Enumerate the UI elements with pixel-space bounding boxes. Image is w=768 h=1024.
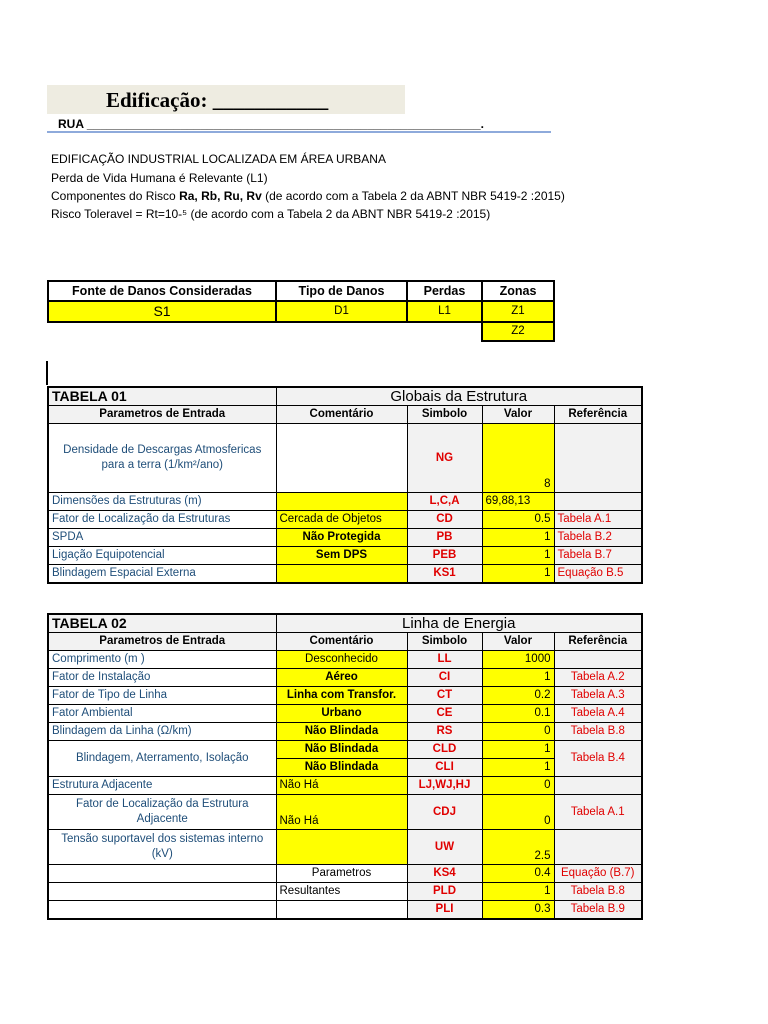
street-field: RUA ___________________________________________________________. [58, 117, 484, 131]
param-dim: Dimensões da Estruturas (m) [48, 493, 276, 511]
comment-cd[interactable]: Cercada de Objetos [276, 511, 407, 529]
ref-cd: Tabela A.1 [554, 511, 642, 529]
intro-line-4: Risco Toleravel = Rt=10-⁵ (de acordo com a Tabela 2 da ABNT NBR 5419-2 :2015) [51, 207, 491, 221]
comment-ng[interactable] [276, 424, 407, 493]
param-peb: Ligação Equipotencial [48, 547, 276, 565]
zona-2-value[interactable]: Z2 [482, 322, 554, 341]
comment-pld: Resultantes [276, 883, 407, 901]
fonte-header: Fonte de Danos Consideradas [48, 281, 276, 301]
value-rs[interactable]: 0 [482, 723, 554, 741]
param-cdj: Fator de Localização da Estrutura Adjacente [48, 795, 276, 830]
empty-cell [407, 322, 482, 341]
left-border-mark [46, 361, 48, 385]
param-rs: Blindagem da Linha (Ω/km) [48, 723, 276, 741]
param-pli [48, 901, 276, 920]
empty-cell [48, 322, 276, 341]
param-pb: SPDA [48, 529, 276, 547]
param-pld [48, 883, 276, 901]
ref-header: Referência [554, 633, 642, 651]
comment-pli [276, 901, 407, 920]
symbol-peb: PEB [407, 547, 482, 565]
value-ks4[interactable]: 0.4 [482, 865, 554, 883]
value-ks1[interactable]: 1 [482, 565, 554, 584]
comment-rs[interactable]: Não Blindada [276, 723, 407, 741]
intro-line-3 [51, 188, 565, 205]
ref-ct: Tabela A.3 [554, 687, 642, 705]
param-ks4 [48, 865, 276, 883]
param-ks1: Blindagem Espacial Externa [48, 565, 276, 584]
ref-ng [554, 424, 642, 493]
tipo-value[interactable]: D1 [276, 301, 407, 322]
value-cld[interactable]: 1 [482, 741, 554, 759]
symbol-ks4: KS4 [407, 865, 482, 883]
param-header: Parametros de Entrada [48, 633, 276, 651]
comment-ks1[interactable] [276, 565, 407, 584]
symbol-ng: NG [407, 424, 482, 493]
comment-uw[interactable] [276, 830, 407, 865]
ref-pld: Tabela B.8 [554, 883, 642, 901]
ref-ks4: Equação (B.7) [554, 865, 642, 883]
value-ci[interactable]: 1 [482, 669, 554, 687]
comment-header: Comentário [276, 633, 407, 651]
tabela-02-title: Linha de Energia [276, 614, 642, 633]
symbol-header: Simbolo [407, 633, 482, 651]
value-pb[interactable]: 1 [482, 529, 554, 547]
value-adj[interactable]: 0 [482, 777, 554, 795]
symbol-ks1: KS1 [407, 565, 482, 584]
comment-ks4: Parametros [276, 865, 407, 883]
comment-adj[interactable]: Não Há [276, 777, 407, 795]
comment-pb[interactable]: Não Protegida [276, 529, 407, 547]
tabela-01 [47, 386, 643, 584]
tabela-02 [47, 613, 643, 920]
value-ng[interactable]: 8 [482, 424, 554, 493]
perdas-value[interactable]: L1 [407, 301, 482, 322]
value-peb[interactable]: 1 [482, 547, 554, 565]
param-cld: Blindagem, Aterramento, Isolação [48, 741, 276, 777]
param-ll: Comprimento (m ) [48, 651, 276, 669]
page-title: Edificação: ___________ [106, 88, 329, 112]
ref-cdj: Tabela A.1 [554, 795, 642, 830]
symbol-pb: PB [407, 529, 482, 547]
tabela-02-label: TABELA 02 [48, 614, 276, 633]
value-uw[interactable]: 2.5 [482, 830, 554, 865]
comment-cdj[interactable]: Não Há [276, 795, 407, 830]
ref-rs: Tabela B.8 [554, 723, 642, 741]
ref-cld: Tabela B.4 [554, 741, 642, 777]
comment-peb[interactable]: Sem DPS [276, 547, 407, 565]
comment-ci[interactable]: Aéreo [276, 669, 407, 687]
symbol-pld: PLD [407, 883, 482, 901]
ref-ci: Tabela A.2 [554, 669, 642, 687]
ref-peb: Tabela B.7 [554, 547, 642, 565]
ref-dim [554, 493, 642, 511]
intro-line-1: EDIFICAÇÃO INDUSTRIAL LOCALIZADA EM ÁREA URBANA [51, 152, 386, 166]
ref-uw [554, 830, 642, 865]
comment-ce[interactable]: Urbano [276, 705, 407, 723]
value-pld[interactable]: 1 [482, 883, 554, 901]
ref-ll [554, 651, 642, 669]
ref-adj [554, 777, 642, 795]
value-ce[interactable]: 0.1 [482, 705, 554, 723]
comment-header: Comentário [276, 406, 407, 424]
param-header: Parametros de Entrada [48, 406, 276, 424]
ref-ks1: Equação B.5 [554, 565, 642, 584]
param-ct: Fator de Tipo de Linha [48, 687, 276, 705]
param-ci: Fator de Instalação [48, 669, 276, 687]
empty-cell [276, 322, 407, 341]
symbol-adj: LJ,WJ,HJ [407, 777, 482, 795]
param-uw: Tensão suportavel dos sistemas interno (kV) [48, 830, 276, 865]
symbol-header: Simbolo [407, 406, 482, 424]
symbol-cld: CLD [407, 741, 482, 759]
zonas-header: Zonas [482, 281, 554, 301]
fonte-value[interactable]: S1 [48, 301, 276, 322]
param-ng: Densidade de Descargas Atmosfericas para a terra (1/km²/ano) [48, 424, 276, 493]
street-underline [47, 131, 551, 133]
perdas-header: Perdas [407, 281, 482, 301]
param-cd: Fator de Localização da Estruturas [48, 511, 276, 529]
comment-ct[interactable]: Linha com Transfor. [276, 687, 407, 705]
zona-1-value[interactable]: Z1 [482, 301, 554, 322]
intro-line-3-bold: Ra, Rb, Ru, Rv [179, 189, 262, 203]
tabela-01-label: TABELA 01 [48, 387, 276, 406]
intro-line-2: Perda de Vida Humana é Relevante (L1) [51, 171, 268, 185]
symbol-dim: L,C,A [407, 493, 482, 511]
tabela-01-title: Globais da Estrutura [276, 387, 642, 406]
symbol-ci: CI [407, 669, 482, 687]
symbol-ll: LL [407, 651, 482, 669]
ref-ce: Tabela A.4 [554, 705, 642, 723]
intro-line-3-prefix: Componentes do Risco [51, 189, 180, 203]
value-dim[interactable]: 69,88,13 [482, 493, 554, 511]
value-header: Valor [482, 633, 554, 651]
value-ct[interactable]: 0.2 [482, 687, 554, 705]
ref-pli: Tabela B.9 [554, 901, 642, 920]
symbol-ct: CT [407, 687, 482, 705]
param-adj: Estrutura Adjacente [48, 777, 276, 795]
symbol-pli: PLI [407, 901, 482, 920]
fonte-danos-table [47, 280, 555, 342]
comment-ll[interactable]: Desconhecido [276, 651, 407, 669]
symbol-ce: CE [407, 705, 482, 723]
symbol-rs: RS [407, 723, 482, 741]
comment-cld[interactable]: Não Blindada [276, 741, 407, 759]
symbol-cli: CLI [407, 759, 482, 777]
value-cdj[interactable]: 0 [482, 795, 554, 830]
symbol-cdj: CDJ [407, 795, 482, 830]
symbol-cd: CD [407, 511, 482, 529]
param-ce: Fator Ambiental [48, 705, 276, 723]
comment-cli[interactable]: Não Blindada [276, 759, 407, 777]
intro-line-3-suffix: (de acordo com a Tabela 2 da ABNT NBR 5419-2 :2015) [261, 189, 565, 203]
value-header: Valor [482, 406, 554, 424]
tipo-header: Tipo de Danos [276, 281, 407, 301]
comment-dim[interactable] [276, 493, 407, 511]
symbol-uw: UW [407, 830, 482, 865]
ref-pb: Tabela B.2 [554, 529, 642, 547]
value-pli[interactable]: 0.3 [482, 901, 554, 920]
value-cd[interactable]: 0.5 [482, 511, 554, 529]
value-cli[interactable]: 1 [482, 759, 554, 777]
value-ll[interactable]: 1000 [482, 651, 554, 669]
ref-header: Referência [554, 406, 642, 424]
